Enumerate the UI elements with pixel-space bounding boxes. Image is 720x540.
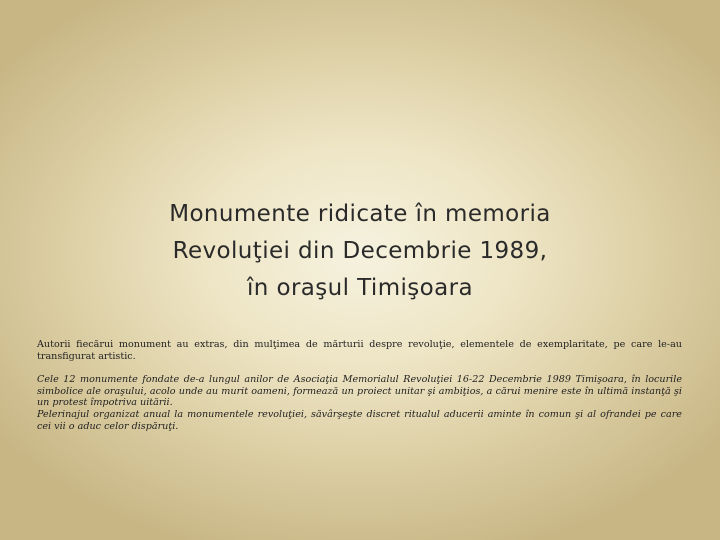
title-line-1: Monumente ridicate în memoria (169, 201, 551, 227)
body-text (37, 339, 682, 432)
paragraph-intro: Autorii fiecărui monument au extras, din mulţimea de mărturii despre revoluţie, elementele de exemplaritate, pe care le-au transfigurat artistic. (37, 339, 682, 362)
paragraph-monuments: Cele 12 monumente fondate de-a lungul anilor de Asociaţia Memorialul Revoluţiei 16-22 Decembrie 1989 Timişoara, în locurile simbolice ale oraşului, acolo unde au murit oameni, formează un proiect unitar şi ambiţios, a cărui menire este în ultimă instanţă şi un protest împotriva uitării. (37, 374, 682, 409)
title-line-2: Revoluţiei din Decembrie 1989, (172, 238, 548, 264)
title-line-3: în oraşul Timişoara (247, 275, 473, 301)
paragraph-pilgrimage: Pelerinajul organizat anual la monumentele revoluţiei, săvârşeşte discret ritualul aducerii aminte în comun şi al ofrandei pe care cei vii o aduc celor dispăruţi. (37, 408, 682, 432)
slide-title (120, 196, 600, 307)
